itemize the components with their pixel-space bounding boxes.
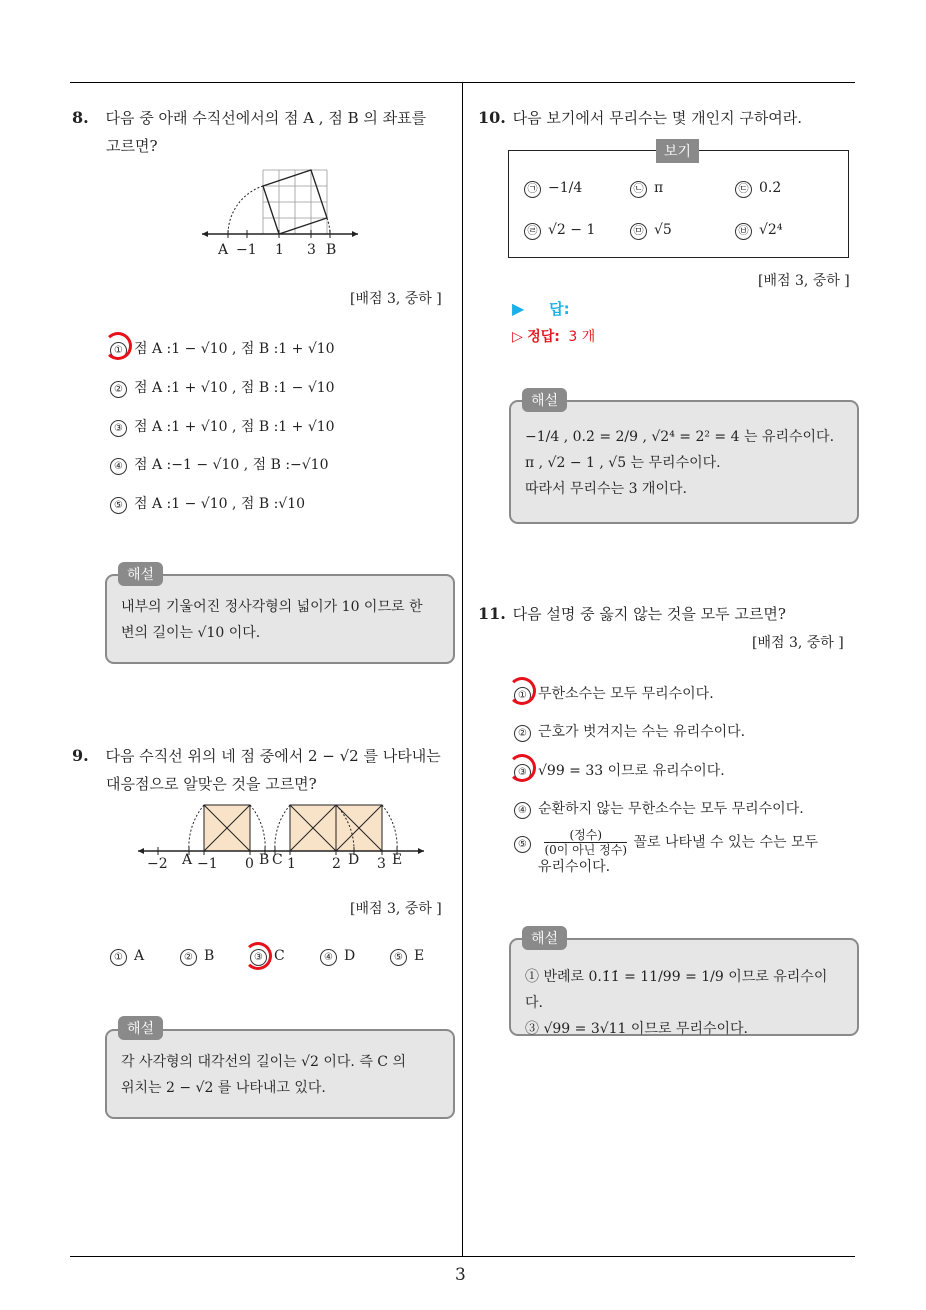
q11-answer-mark-3: [508, 754, 536, 782]
choice-number: ①: [514, 687, 531, 704]
item-number: ㉠: [524, 181, 541, 198]
q10-correct-label: 정답:: [527, 329, 560, 345]
q11-choice-4[interactable]: [514, 798, 804, 819]
column-divider: [462, 82, 463, 1257]
fraction-numerator: (정수): [544, 828, 627, 843]
q9-label-neg1: −1: [197, 856, 218, 872]
q10-item-3: [735, 180, 781, 198]
item-number: ㉡: [630, 181, 647, 198]
item-number: ㉥: [735, 223, 752, 240]
q11-choice-2[interactable]: [514, 721, 745, 742]
q8-choice-1[interactable]: [110, 338, 335, 359]
q9-label-C: C: [272, 852, 283, 868]
q8-choice-3[interactable]: [110, 416, 335, 437]
choice-number: ③: [250, 949, 267, 966]
q10-item-5: [630, 222, 672, 240]
choice-text: 점 A :1 − √10 , 점 B :1 + √10: [134, 341, 335, 357]
fraction-denominator: (0이 아닌 정수): [544, 843, 628, 857]
choice-text: √99 = 33 이므로 유리수이다.: [538, 763, 725, 779]
q9-choice-5[interactable]: [390, 948, 424, 966]
q9-label-A: A: [182, 852, 193, 868]
q9-label-E: E: [392, 852, 403, 868]
q10-expl-tag: 해설: [522, 388, 567, 412]
q8-explanation-box: [105, 574, 455, 664]
item-number: ㉣: [524, 223, 541, 240]
choice-number: ④: [110, 458, 127, 475]
q9-text-line2: 대응점으로 알맞은 것을 고르면?: [106, 775, 317, 793]
choice-text: 점 A :1 + √10 , 점 B :1 − √10: [134, 380, 335, 396]
q8-number: 8.: [72, 108, 89, 127]
q8-answer-mark: [104, 332, 132, 360]
q8-grid: [263, 170, 327, 234]
q11-number: 11.: [478, 604, 506, 623]
q10-answer-label: 답:: [549, 300, 570, 318]
q9-score: [배점 3, 중하 ]: [350, 901, 442, 917]
q11-choice5-rest2: 유리수이다.: [538, 859, 611, 875]
q8-question: [72, 104, 457, 160]
choice-number: ⑤: [390, 949, 407, 966]
q10-text: 다음 보기에서 무리수는 몇 개인지 구하여라.: [512, 109, 803, 127]
q9-answer-mark: [244, 942, 272, 970]
choice-number: ②: [180, 949, 197, 966]
q10-expl-line1: −1/4 , 0.2̇ = 2/9 , √2⁴ = 2² = 4 는 유리수이다.: [525, 429, 835, 445]
q10-example-title: 보기: [656, 139, 699, 163]
choice-text: 점 A :1 − √10 , 점 B :√10: [134, 496, 306, 512]
choice-number: ③: [514, 764, 531, 781]
q8-choice-5[interactable]: [110, 493, 305, 514]
q9-text-line1: 다음 수직선 위의 네 점 중에서 2 − √2 를 나타내는: [105, 747, 441, 765]
q11-expl-tag: 해설: [522, 926, 567, 950]
q11-choice-1[interactable]: [514, 683, 714, 704]
q9-label-3: 3: [377, 856, 386, 872]
q8-expl-line1: 내부의 기울어진 정사각형의 넓이가 10 이므로 한: [121, 599, 423, 615]
q9-number: 9.: [72, 746, 89, 765]
q11-text: 다음 설명 중 옳지 않는 것을 모두 고르면?: [512, 605, 786, 623]
choice-text: 점 A :1 + √10 , 점 B :1 + √10: [134, 419, 335, 435]
q10-example-box: [508, 150, 849, 258]
q10-number: 10.: [478, 108, 506, 127]
choice-number: ④: [320, 949, 337, 966]
q9-choice-4[interactable]: [320, 948, 355, 966]
q10-correct-value: 3 개: [568, 329, 596, 345]
q11-choice-5[interactable]: [514, 828, 818, 877]
q9-expl-line1: 각 사각형의 대각선의 길이는 √2 이다. 즉 C 의: [121, 1054, 406, 1070]
q9-choice-2[interactable]: [180, 948, 214, 966]
q9-expl-tag: 해설: [118, 1016, 163, 1040]
q10-item-6: [735, 222, 782, 240]
choice-text: A: [134, 948, 145, 964]
q8-arc-left: [228, 186, 263, 234]
item-text: −1/4: [548, 180, 583, 196]
choice-number: ①: [110, 342, 127, 359]
q11-explanation-box: [509, 938, 859, 1036]
choice-number: ①: [110, 949, 127, 966]
q9-explanation-box: [105, 1029, 455, 1119]
q8-expl-tag: 해설: [118, 562, 163, 586]
q11-expl-line2: ③ √99 = 3√11 이므로 무리수이다.: [525, 1021, 749, 1037]
hollow-play-icon: ▷: [512, 329, 523, 345]
q11-expl-line1: ① 반례로 0.1̇1̇ = 11/99 = 1/9 이므로 유리수이다.: [525, 969, 828, 1011]
choice-number: ⑤: [514, 836, 531, 853]
q10-expl-line2: π , √2 − 1 , √5 는 무리수이다.: [525, 455, 721, 471]
q9-question: [72, 742, 457, 798]
choice-number: ②: [514, 725, 531, 742]
q10-item-1: [524, 180, 582, 198]
q9-label-0: 0: [245, 856, 254, 872]
q8-choice-2[interactable]: [110, 377, 335, 398]
choice-text: 무한소수는 모두 무리수이다.: [538, 686, 714, 702]
q10-answer-row: [512, 298, 570, 319]
q8-expl-line2: 변의 길이는 √10 이다.: [121, 625, 261, 641]
choice-text: 점 A :−1 − √10 , 점 B :−√10: [134, 457, 329, 473]
q8-text-line2: 고르면?: [106, 137, 158, 155]
q8-label-3: 3: [307, 242, 316, 258]
q10-correct-row: [512, 326, 595, 346]
q9-label-B: B: [259, 852, 270, 868]
q11-answer-mark-1: [508, 677, 536, 705]
q8-label-A: A: [218, 242, 229, 258]
q9-label-1: 1: [287, 856, 296, 872]
play-icon: ▶: [512, 299, 525, 318]
item-text: 0.2̇: [759, 180, 782, 196]
q11-score: [배점 3, 중하 ]: [752, 635, 844, 651]
q10-item-2: [630, 180, 663, 198]
q9-label-neg2: −2: [147, 856, 168, 872]
q11-choice5-fraction: [544, 828, 627, 857]
q11-choice-3[interactable]: [514, 760, 725, 781]
choice-number: ③: [110, 420, 127, 437]
q8-label-B: B: [326, 242, 337, 258]
choice-number: ②: [110, 381, 127, 398]
q8-score: [배점 3, 중하 ]: [350, 291, 442, 307]
q9-number-line-figure: [134, 800, 429, 875]
q8-text-line1: 다음 중 아래 수직선에서의 점 A , 점 B 의 좌표를: [105, 109, 427, 127]
q9-label-2: 2: [332, 856, 341, 872]
choice-text: E: [414, 948, 425, 964]
choice-number: ④: [514, 802, 531, 819]
q11-choice5-rest1: 꼴로 나타낼 수 있는 수는 모두: [633, 834, 819, 851]
q10-question: [478, 104, 802, 132]
choice-text: 순환하지 않는 무한소수는 모두 무리수이다.: [538, 801, 804, 817]
q8-number-line-figure: [198, 168, 363, 260]
item-number: ㉢: [735, 181, 752, 198]
choice-text: 근호가 벗겨지는 수는 유리수이다.: [538, 724, 746, 740]
choice-text: B: [204, 948, 215, 964]
q10-item-4: [524, 222, 595, 240]
q10-expl-line3: 따라서 무리수는 3 개이다.: [525, 481, 687, 497]
item-text: π: [654, 180, 664, 196]
item-text: √2⁴: [759, 222, 783, 238]
item-number: ㉤: [630, 223, 647, 240]
q8-label-neg1: −1: [236, 242, 257, 258]
page-number: 3: [455, 1265, 466, 1285]
q10-explanation-box: [509, 400, 859, 524]
q10-score: [배점 3, 중하 ]: [758, 273, 850, 289]
q8-label-1: 1: [275, 242, 284, 258]
q9-expl-line2: 위치는 2 − √2 를 나타내고 있다.: [121, 1080, 326, 1096]
q8-choice-4[interactable]: [110, 454, 329, 475]
q11-question: [478, 600, 786, 628]
item-text: √2 − 1: [548, 222, 596, 238]
item-text: √5: [654, 222, 672, 238]
choice-text: C: [274, 948, 285, 964]
q9-label-D: D: [348, 852, 360, 868]
choice-text: D: [344, 948, 356, 964]
choice-number: ⑤: [110, 497, 127, 514]
q9-choice-1[interactable]: [110, 948, 144, 966]
bottom-rule: [70, 1256, 855, 1257]
